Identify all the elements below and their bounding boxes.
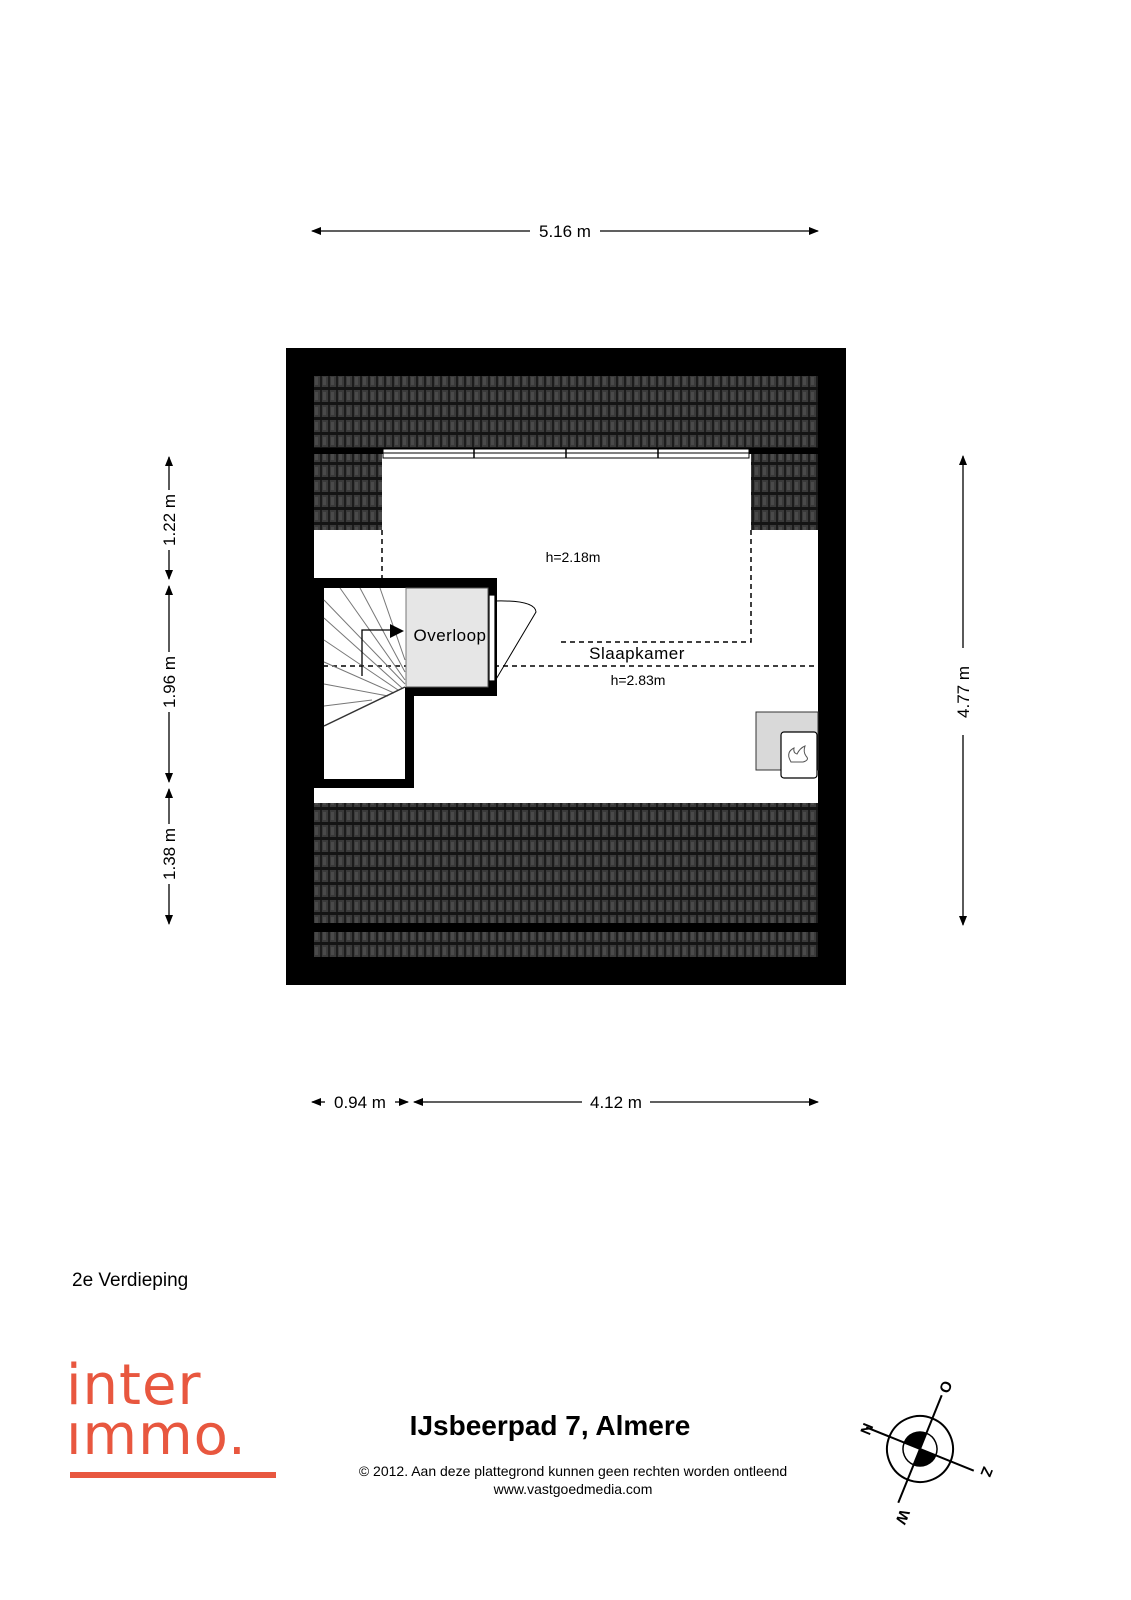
dim-bottom-left: 0.94 m (334, 1093, 386, 1112)
dim-left-middle: 1.96 m (160, 656, 179, 708)
landing-wall-bottom (405, 687, 497, 696)
roof-eaves (314, 932, 818, 957)
room-label-slaapkamer: Slaapkamer (589, 644, 685, 663)
logo-line-2: ımmo. (66, 1403, 247, 1468)
stairwell-wall-bottom (314, 779, 414, 788)
logo-line-1: inter (66, 1353, 202, 1418)
dim-bottom-right: 4.12 m (590, 1093, 642, 1112)
compass-east: O (935, 1378, 956, 1396)
compass (844, 1373, 995, 1524)
address-title: IJsbeerpad 7, Almere (409, 1410, 691, 1441)
stair-walls (314, 578, 497, 588)
roof-top (314, 376, 818, 448)
website-link[interactable]: www.vastgoedmedia.com (493, 1481, 653, 1497)
dim-top: 5.16 m (539, 222, 591, 241)
dim-left-bottom: 1.38 m (160, 828, 179, 880)
compass-north: N (856, 1420, 877, 1437)
floor-label: 2e Verdieping (72, 1270, 189, 1291)
roof-right-dormer (751, 454, 818, 530)
dim-right: 4.77 m (954, 666, 973, 718)
compass-south: Z (976, 1464, 996, 1480)
room-label-overloop: Overloop (413, 626, 487, 645)
height-upper: h=2.18m (545, 549, 601, 565)
heater (781, 732, 817, 778)
logo (66, 1353, 286, 1498)
stairwell-wall-right (405, 687, 414, 788)
copyright-text: © 2012. Aan deze plattegrond kunnen geen rechten worden ontleend (358, 1463, 788, 1479)
roof-bottom-band (314, 923, 818, 932)
stairwell-wall-left (314, 578, 324, 788)
roof-bottom (314, 803, 818, 923)
roof-left-dormer (314, 454, 382, 530)
door-frame (489, 595, 495, 681)
logo-underline (70, 1472, 276, 1478)
height-lower: h=2.83m (610, 672, 666, 688)
dim-left-top: 1.22 m (160, 494, 179, 546)
compass-west: W (891, 1506, 913, 1527)
